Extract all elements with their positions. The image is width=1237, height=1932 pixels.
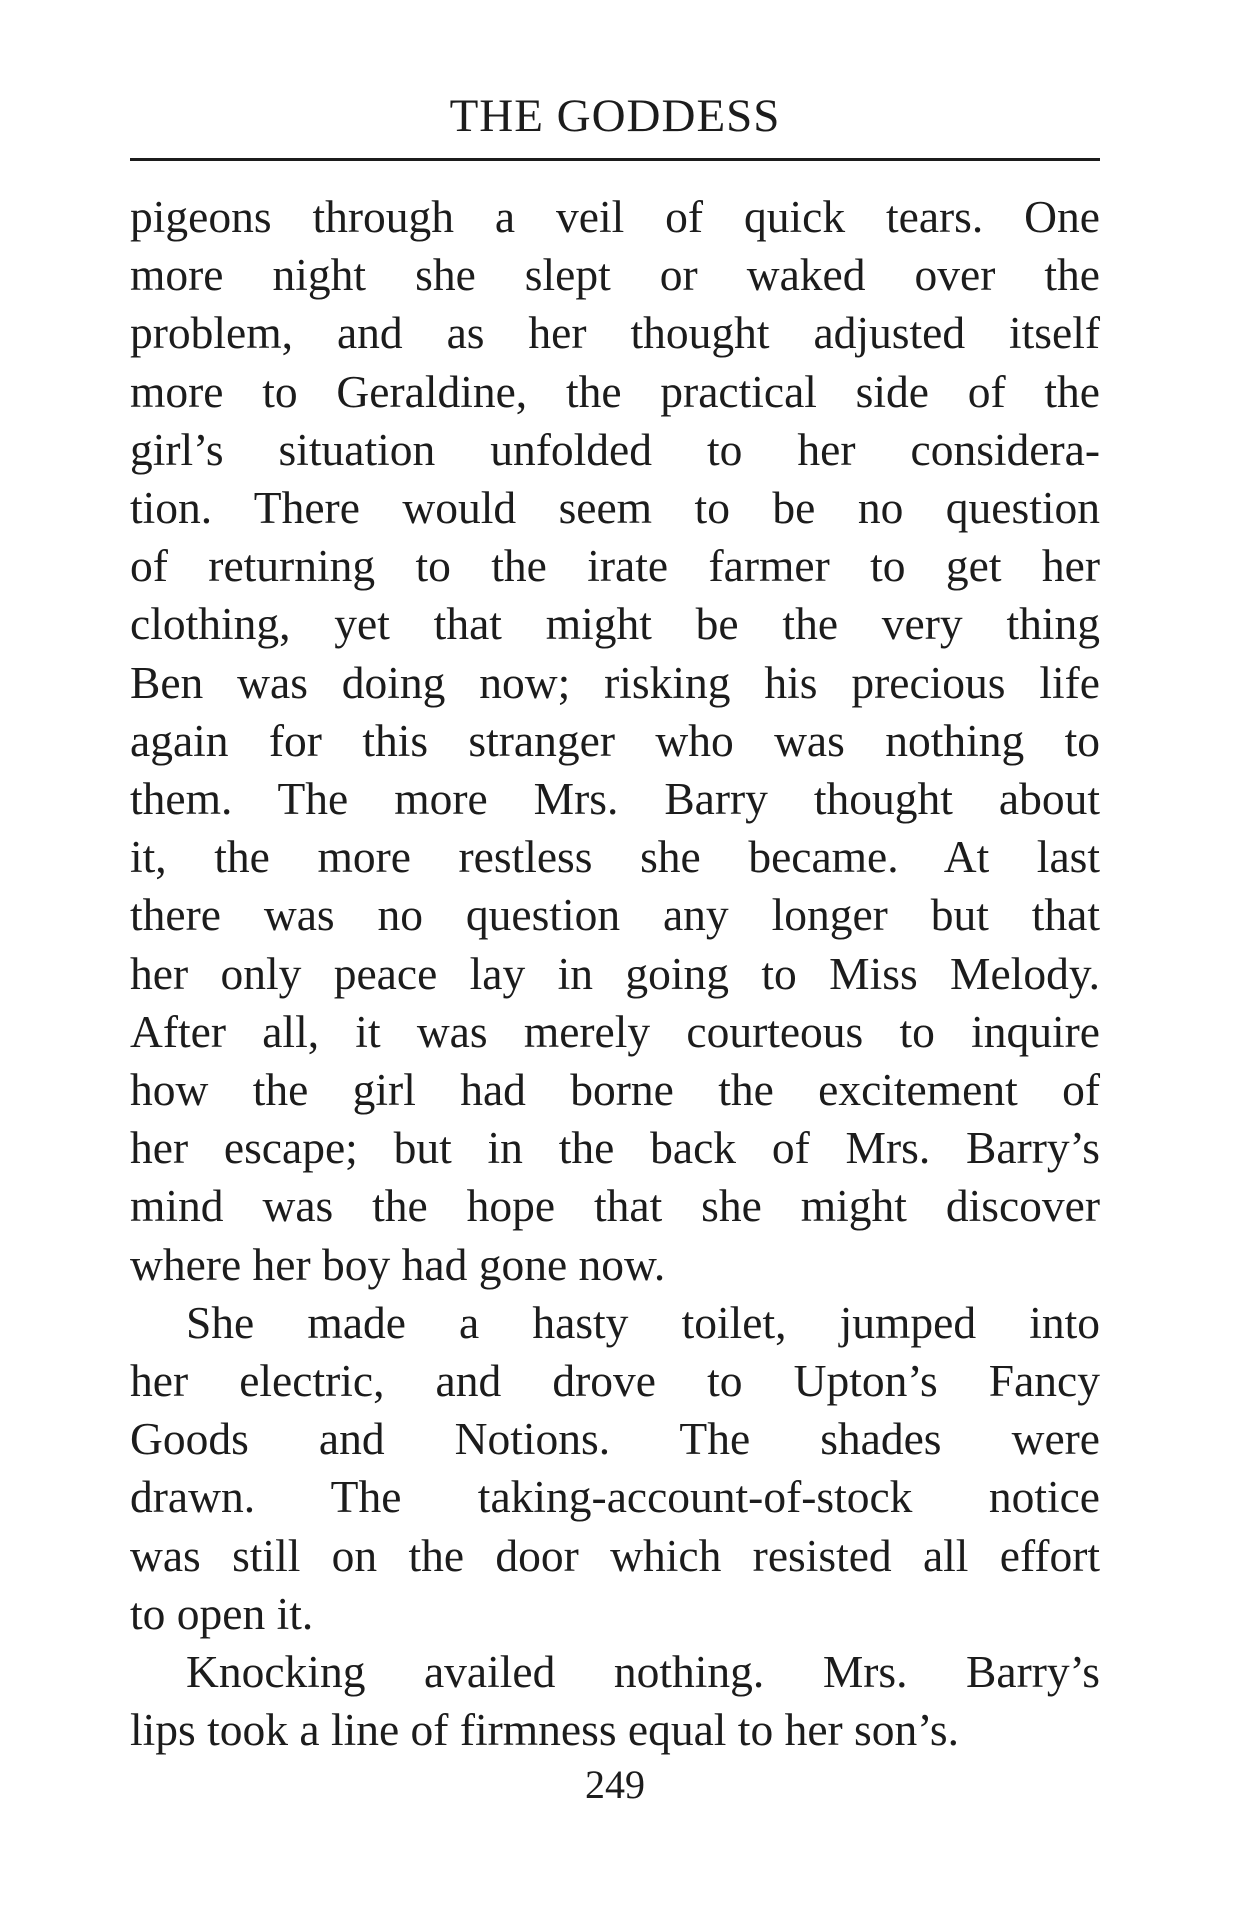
text-line: girl’s situation unfolded to her considera- (130, 423, 1100, 475)
text-line: where her boy had gone now. (130, 1238, 666, 1290)
text-line: of returning to the irate farmer to get her (130, 540, 1100, 592)
text-line: more night she slept or waked over the (130, 249, 1100, 301)
text-line: Goods and Notions. The shades were (130, 1413, 1100, 1465)
text-line: it, the more restless she became. At last (130, 831, 1100, 883)
page-number: 249 (585, 1762, 645, 1807)
paragraph (130, 1294, 1100, 1643)
text-line: to open it. (130, 1587, 314, 1639)
text-line: After all, it was merely courteous to inquire (130, 1005, 1100, 1057)
text-line: more to Geraldine, the practical side of the (130, 365, 1100, 417)
header-rule (130, 158, 1100, 161)
text-line: her electric, and drove to Upton’s Fancy (130, 1355, 1100, 1407)
body-text (130, 188, 1100, 1759)
text-line: She made a hasty toilet, jumped into (186, 1296, 1100, 1348)
text-line: again for this stranger who was nothing to (130, 714, 1100, 766)
text-line: Knocking availed nothing. Mrs. Barry’s (186, 1646, 1100, 1698)
text-line: tion. There would seem to be no question (130, 482, 1100, 534)
paragraph (130, 188, 1100, 1294)
text-line: problem, and as her thought adjusted itself (130, 307, 1100, 359)
text-line: lips took a line of firmness equal to her son’s. (130, 1704, 959, 1756)
text-line: pigeons through a veil of quick tears. One (130, 191, 1100, 242)
text-line: there was no question any longer but that (130, 889, 1100, 941)
text-line: clothing, yet that might be the very thing (130, 598, 1100, 650)
text-line: mind was the hope that she might discover (130, 1180, 1100, 1232)
text-line: Ben was doing now; risking his precious life (130, 656, 1100, 708)
running-head: THE GODDESS (449, 90, 781, 142)
text-line: drawn. The taking-account-of-stock notice (130, 1471, 1100, 1523)
paragraph (130, 1643, 1100, 1759)
text-line: was still on the door which resisted all effort (130, 1529, 1100, 1581)
text-line: her escape; but in the back of Mrs. Barry’s (130, 1122, 1100, 1174)
text-line: how the girl had borne the excitement of (130, 1064, 1100, 1116)
text-line: them. The more Mrs. Barry thought about (130, 773, 1100, 825)
text-line: her only peace lay in going to Miss Melody. (130, 947, 1100, 999)
